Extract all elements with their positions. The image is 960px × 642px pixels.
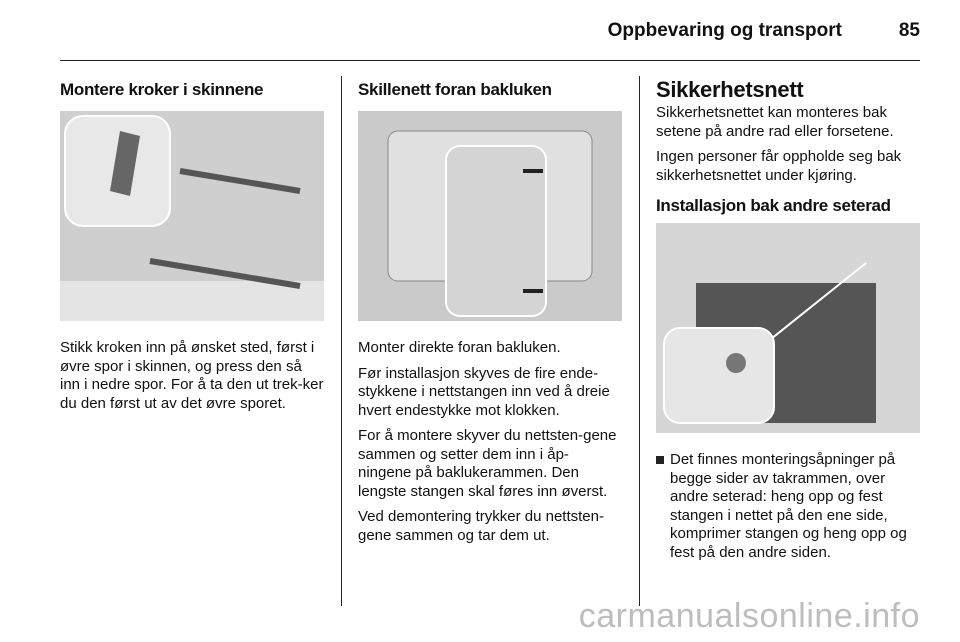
section-title: Sikkerhetsnett: [656, 77, 804, 102]
load-net-illustration: [358, 111, 622, 321]
bullet-marker: [656, 456, 664, 464]
column-divider: [639, 76, 640, 606]
body-text: Ved demontering trykker du nettsten-gene sammen og tar dem ut.: [358, 508, 604, 544]
section-heading: Skillenett foran bakluken: [358, 80, 552, 99]
bullet-text: Det finnes monteringsåpninger på begge sider av takrammen, over andre seterad: heng opp og fest stangen i nettet på den ene side, komprimer stangen og heng opp og fest på den andre siden.: [670, 451, 907, 561]
page-number: 85: [898, 20, 920, 41]
page-header-title: Oppbevaring og transport: [607, 20, 842, 41]
subsection-heading: Installasjon bak andre seterad: [656, 196, 891, 215]
header-divider: [60, 60, 920, 61]
body-text: Monter direkte foran bakluken.: [358, 339, 561, 356]
body-text: Stikk kroken inn på ønsket sted, først i øvre spor i skinnen, og press den så inn i nedre spor. For å ta den ut trek-ker du den først ut av det øvre sporet.: [60, 339, 324, 412]
column-1: [60, 76, 324, 420]
body-text: Ingen personer får oppholde seg bak sikkerhetsnettet under kjøring.: [656, 148, 902, 184]
bullet-item: [656, 451, 920, 562]
section-heading: Montere kroker i skinnene: [60, 80, 264, 99]
body-text: Sikkerhetsnettet kan monteres bak setene på andre rad eller forsetene.: [656, 104, 894, 140]
column-3: [656, 76, 920, 562]
safety-net-illustration: [656, 223, 920, 433]
column-divider: [341, 76, 342, 606]
body-text: Før installasjon skyves de fire ende-stykkene i nettstangen inn ved å dreie hvert endestykke mot klokken.: [358, 364, 610, 419]
watermark: carmanualsonline.info: [578, 597, 920, 635]
hook-rail-illustration: [60, 111, 324, 321]
column-2: [358, 76, 622, 552]
body-text: For å montere skyver du nettsten-gene sammen og setter dem inn i åp-ningene på baklukerammen. Den lengste stangen skal føres inn øverst.: [358, 427, 617, 500]
